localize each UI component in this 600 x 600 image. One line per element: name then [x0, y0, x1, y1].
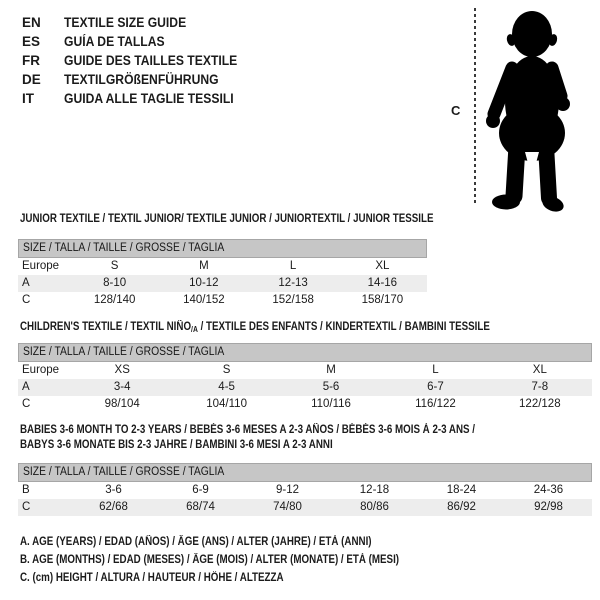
table-row-europe	[18, 362, 592, 379]
size-cell: L	[432, 364, 439, 376]
size-cell: 128/140	[93, 294, 136, 306]
size-header-bar	[18, 463, 592, 482]
table-row-a	[18, 275, 427, 292]
language-row-fr	[22, 51, 257, 70]
junior-section-title-text: JUNIOR TEXTILE / TEXTIL JUNIOR/ TEXTILE JUNIOR / JUNIORTEXTIL / JUNIOR TESSILE	[20, 213, 434, 225]
size-cell: 7-8	[531, 381, 549, 393]
size-cell: 86/92	[447, 501, 476, 513]
children-title-post: / TEXTILE DES ENFANTS / KINDERTEXTIL / BAMBINI TESSILE	[197, 321, 490, 333]
children-title-pre: CHILDREN'S TEXTILE / TEXTIL NIÑO	[20, 321, 192, 333]
row-label: Europe	[22, 364, 60, 376]
size-cell: XL	[532, 364, 547, 376]
size-cell: 140/152	[183, 294, 225, 306]
size-cell: 116/122	[415, 398, 456, 410]
babies-title-line2: BABYS 3-6 MONATE BIS 2-3 JAHRE / BAMBINI 3-6 MESI A 2-3 ANNI	[20, 439, 333, 451]
size-cell: 3-6	[105, 484, 122, 496]
legend-footnotes	[20, 533, 466, 587]
footnote-age-years	[20, 533, 466, 551]
size-cell: 18-24	[446, 484, 477, 496]
guide-title: GUIDE DES TAILLES TEXTILE	[64, 53, 238, 68]
table-row-a	[18, 379, 592, 396]
table-row-c	[18, 292, 427, 309]
size-cell: 14-16	[367, 277, 398, 289]
guide-title: TEXTILE SIZE GUIDE	[64, 15, 187, 30]
language-code: EN	[22, 15, 41, 30]
babies-title-line1: BABIES 3-6 MONTH TO 2-3 YEARS / BEBÉS 3-6 MESES A 2-3 AÑOS / BÉBÉS 3-6 MOIS À 2-3 ANS /	[20, 424, 476, 436]
junior-section-title	[20, 212, 506, 227]
row-label: C	[22, 294, 31, 306]
size-cell: 158/170	[361, 294, 404, 306]
size-cell: 62/68	[99, 501, 128, 513]
size-header-label: SIZE / TALLA / TAILLE / GRÖSSE / TAGLIA	[23, 466, 225, 478]
size-header-bar	[18, 343, 592, 362]
size-cell: 10-12	[189, 277, 219, 289]
language-code: IT	[22, 91, 34, 106]
size-cell: 8-10	[103, 277, 127, 289]
language-code: FR	[22, 53, 40, 68]
size-cell: S	[110, 260, 119, 272]
size-header-bar	[18, 239, 427, 258]
children-section-title-text	[20, 320, 490, 337]
guide-title: GUÍA DE TALLAS	[64, 34, 165, 49]
size-cell: 74/80	[273, 501, 302, 513]
size-cell: 5-6	[322, 381, 340, 393]
size-cell: L	[289, 260, 297, 272]
table-row-c	[18, 396, 592, 413]
row-label: B	[22, 484, 30, 496]
footnote-height-cm	[20, 569, 466, 587]
size-cell: 6-7	[427, 381, 444, 393]
footnote-age-months	[20, 551, 466, 569]
size-cell: 24-36	[533, 484, 564, 496]
babies-size-table	[18, 463, 592, 516]
children-size-table	[18, 343, 592, 413]
footnote-text: C. (cm) HEIGHT / ALTURA / HAUTEUR / HÖHE / ALTEZZA	[20, 572, 284, 584]
row-label: A	[22, 381, 30, 393]
junior-size-table	[18, 239, 427, 309]
size-cell: 92/98	[534, 501, 563, 513]
height-measure-dotted-line	[474, 8, 476, 206]
size-cell: 6-9	[192, 484, 209, 496]
row-label: Europe	[22, 260, 60, 272]
table-row-c	[18, 499, 592, 516]
size-cell: 9-12	[275, 484, 300, 496]
language-title-list	[22, 13, 257, 108]
size-cell: 12-18	[359, 484, 390, 496]
size-cell: XS	[114, 364, 130, 376]
height-measure-label: C	[451, 103, 461, 118]
language-row-en	[22, 13, 257, 32]
size-cell: S	[222, 364, 231, 376]
guide-title: GUIDA ALLE TAGLIE TESSILI	[64, 91, 234, 106]
size-cell: 4-5	[218, 381, 235, 393]
size-header-label: SIZE / TALLA / TAILLE / GRÖSSE / TAGLIA	[23, 242, 225, 254]
size-cell: 98/104	[104, 398, 140, 410]
language-row-de	[22, 70, 257, 89]
size-cell: 122/128	[519, 398, 561, 410]
toddler-silhouette-icon	[486, 6, 593, 212]
size-cell: 68/74	[186, 501, 215, 513]
table-row-europe	[18, 258, 427, 275]
size-cell: XL	[375, 260, 390, 272]
footnote-text: B. AGE (MONTHS) / EDAD (MESES) / ÂGE (MOIS) / ALTER (MONATE) / ETÀ (MESI)	[20, 554, 400, 566]
babies-section-title	[20, 423, 555, 453]
size-cell: M	[326, 364, 336, 376]
size-cell: 3-4	[113, 381, 131, 393]
size-cell: 104/110	[206, 398, 247, 410]
size-cell: 110/116	[311, 398, 351, 410]
size-cell: 152/158	[272, 294, 314, 306]
children-section-title	[20, 320, 573, 337]
footnote-text: A. AGE (YEARS) / EDAD (AÑOS) / ÂGE (ANS) / ALTER (JAHRE) / ETÀ (ANNI)	[20, 536, 372, 548]
size-cell: 80/86	[360, 501, 389, 513]
row-label: C	[22, 501, 31, 513]
size-cell: M	[199, 260, 209, 272]
language-row-it	[22, 89, 257, 108]
guide-title: TEXTILGRÖßENFÜHRUNG	[64, 72, 219, 87]
size-header-label: SIZE / TALLA / TAILLE / GRÖSSE / TAGLIA	[23, 346, 225, 358]
row-label: A	[22, 277, 30, 289]
table-row-b	[18, 482, 592, 499]
children-title-subscript: /A	[191, 325, 198, 334]
size-cell: 12-13	[278, 277, 308, 289]
language-code: DE	[22, 72, 41, 87]
language-code: ES	[22, 34, 41, 49]
language-row-es	[22, 32, 257, 51]
row-label: C	[22, 398, 31, 410]
